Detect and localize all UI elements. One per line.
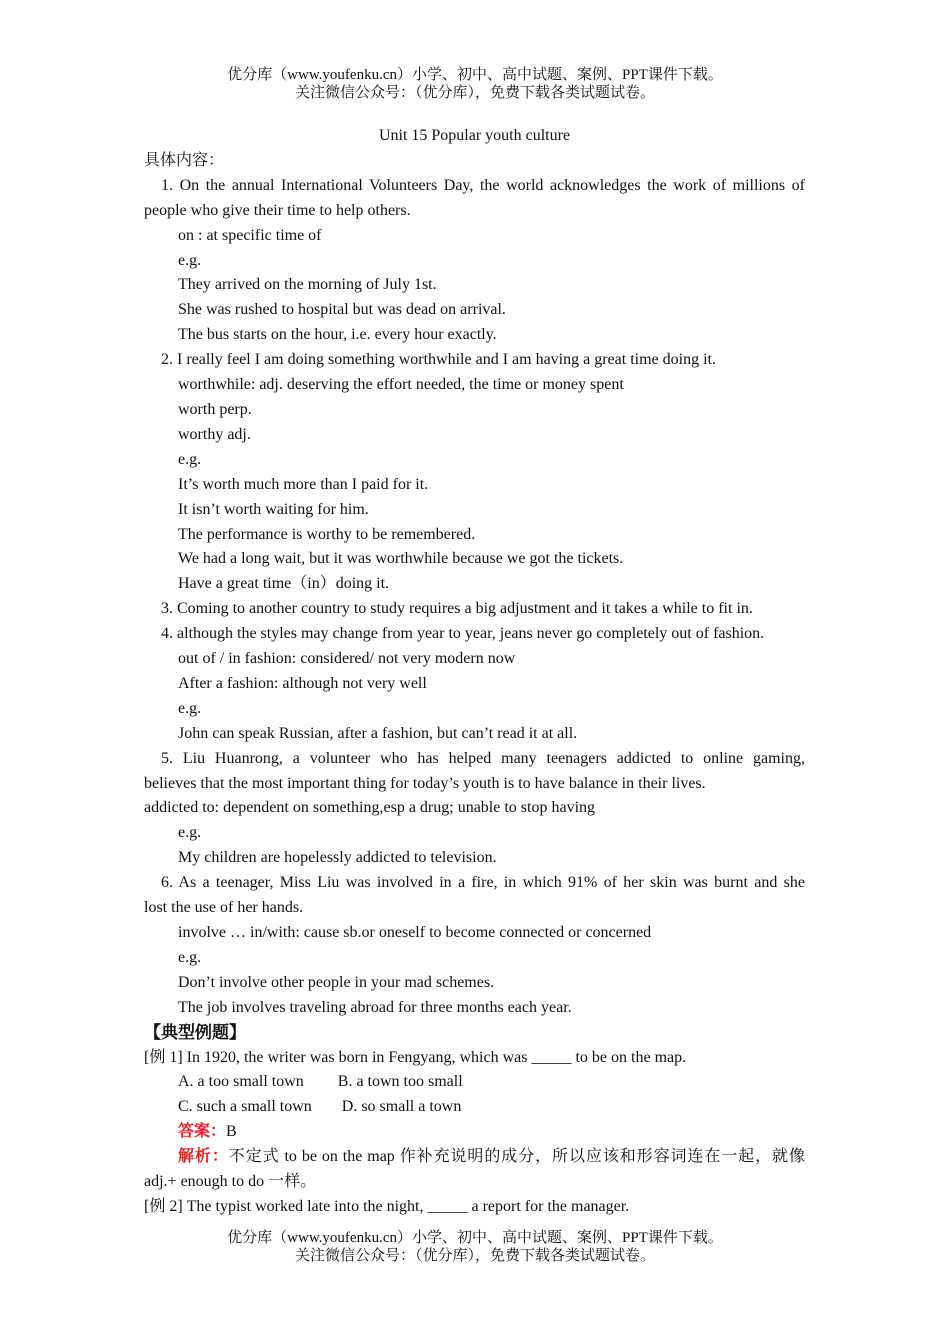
examples-heading: 【典型例题】 — [144, 1022, 246, 1043]
footer-line-1: 优分库（www.youfenku.cn）小学、初中、高中试题、案例、PPT课件下载。 — [227, 1230, 723, 1246]
header-line-1: 优分库（www.youfenku.cn）小学、初中、高中试题、案例、PPT课件下载。 — [227, 67, 723, 83]
item-6-line-1: 6. As a teenager, Miss Liu was involved in a fire, in which 91% of her skin was burnt and she — [161, 874, 805, 892]
option-d: D. so small a town — [341, 1098, 462, 1116]
example-1-question: [例 1] In 1920, the writer was born in Fengyang, which was _____ to be on the map. — [144, 1048, 687, 1066]
item-1-line-1: 1. On the annual International Volunteers Day, the world acknowledges the work of millions of — [161, 176, 805, 194]
item-1-note: on : at specific time of — [178, 226, 322, 244]
item-4: 4. although the styles may change from year to year, jeans never go completely out of fashion. — [161, 625, 765, 643]
answer-value: B — [226, 1123, 237, 1141]
item-2-example: It’s worth much more than I paid for it. — [178, 475, 429, 493]
item-6-note: involve … in/with: cause sb.or oneself to become connected or concerned — [178, 924, 652, 941]
item-3: 3. Coming to another country to study requires a big adjustment and it takes a while to fit in. — [161, 600, 753, 618]
example-1-options-row-1 — [144, 1070, 805, 1095]
item-1-example: She was rushed to hospital but was dead on arrival. — [178, 301, 506, 319]
item-1-example: The bus starts on the hour, i.e. every hour exactly. — [178, 326, 497, 344]
analysis-paragraph — [144, 1145, 805, 1195]
item-6-example: Don’t involve other people in your mad schemes. — [178, 973, 495, 991]
item-2: 2. I really feel I am doing something worthwhile and I am having a great time doing it. — [161, 351, 716, 369]
answer-label: 答案： — [178, 1123, 227, 1141]
item-5-line-2: believes that the most important thing for today’s youth is to have balance in their lives. — [144, 774, 706, 792]
item-1-example: They arrived on the morning of July 1st. — [178, 276, 437, 294]
header-line-2: 关注微信公众号：（优分库），免费下载各类试题试卷。 — [294, 85, 655, 101]
item-2-eg: e.g. — [178, 450, 202, 468]
item-4-note: out of / in fashion: considered/ not very modern now — [178, 650, 516, 668]
item-2-example: The performance is worthy to be remembered. — [178, 525, 476, 543]
analysis-text: 不定式 to be on the map 作补充说明的成分，所以应该和形容词连在一起，就像 adj.+ enough to do 一样。 — [144, 1148, 805, 1191]
item-2-example: Have a great time（in）doing it. — [178, 575, 390, 593]
item-1-eg: e.g. — [178, 251, 202, 269]
item-6-line-2: lost the use of her hands. — [144, 899, 304, 917]
item-5-line-1: 5. Liu Huanrong, a volunteer who has helped many teenagers addicted to online gaming, — [161, 749, 805, 767]
page-header — [0, 66, 950, 102]
item-4-example: John can speak Russian, after a fashion, but can’t read it at all. — [178, 724, 578, 742]
page-title: Unit 15 Popular youth culture — [378, 127, 571, 144]
item-6-eg: e.g. — [178, 948, 202, 966]
item-2-note: worthwhile: adj. deserving the effort needed, the time or money spent — [178, 376, 624, 394]
item-2-note: worthy adj. — [178, 425, 251, 443]
item-6-example: The job involves traveling abroad for three months each year. — [178, 998, 572, 1016]
answer-line — [144, 1120, 805, 1145]
option-c: C. such a small town — [178, 1098, 312, 1116]
item-2-example: It isn’t worth waiting for him. — [178, 500, 369, 518]
item-2-example: We had a long wait, but it was worthwhile because we got the tickets. — [178, 550, 624, 568]
page-footer — [0, 1229, 950, 1265]
item-5-eg: e.g. — [178, 824, 202, 842]
item-4-note: After a fashion: although not very well — [178, 674, 427, 692]
document-body — [144, 124, 805, 1220]
example-2-question: [例 2] The typist worked late into the night, _____ a report for the manager. — [144, 1197, 630, 1215]
item-5-example: My children are hopelessly addicted to television. — [178, 849, 497, 867]
analysis-label: 解析： — [178, 1148, 229, 1166]
item-1-line-2: people who give their time to help others. — [144, 201, 411, 219]
item-5-note: addicted to: dependent on something,esp a drug; unable to stop having — [144, 799, 596, 817]
item-4-eg: e.g. — [178, 699, 202, 717]
option-b: B. a town too small — [337, 1073, 463, 1091]
item-2-note: worth perp. — [178, 400, 252, 418]
footer-line-2: 关注微信公众号：（优分库），免费下载各类试题试卷。 — [294, 1248, 655, 1264]
intro-label: 具体内容： — [144, 151, 225, 169]
example-1-options-row-2 — [144, 1095, 805, 1120]
option-a: A. a too small town — [178, 1073, 304, 1091]
